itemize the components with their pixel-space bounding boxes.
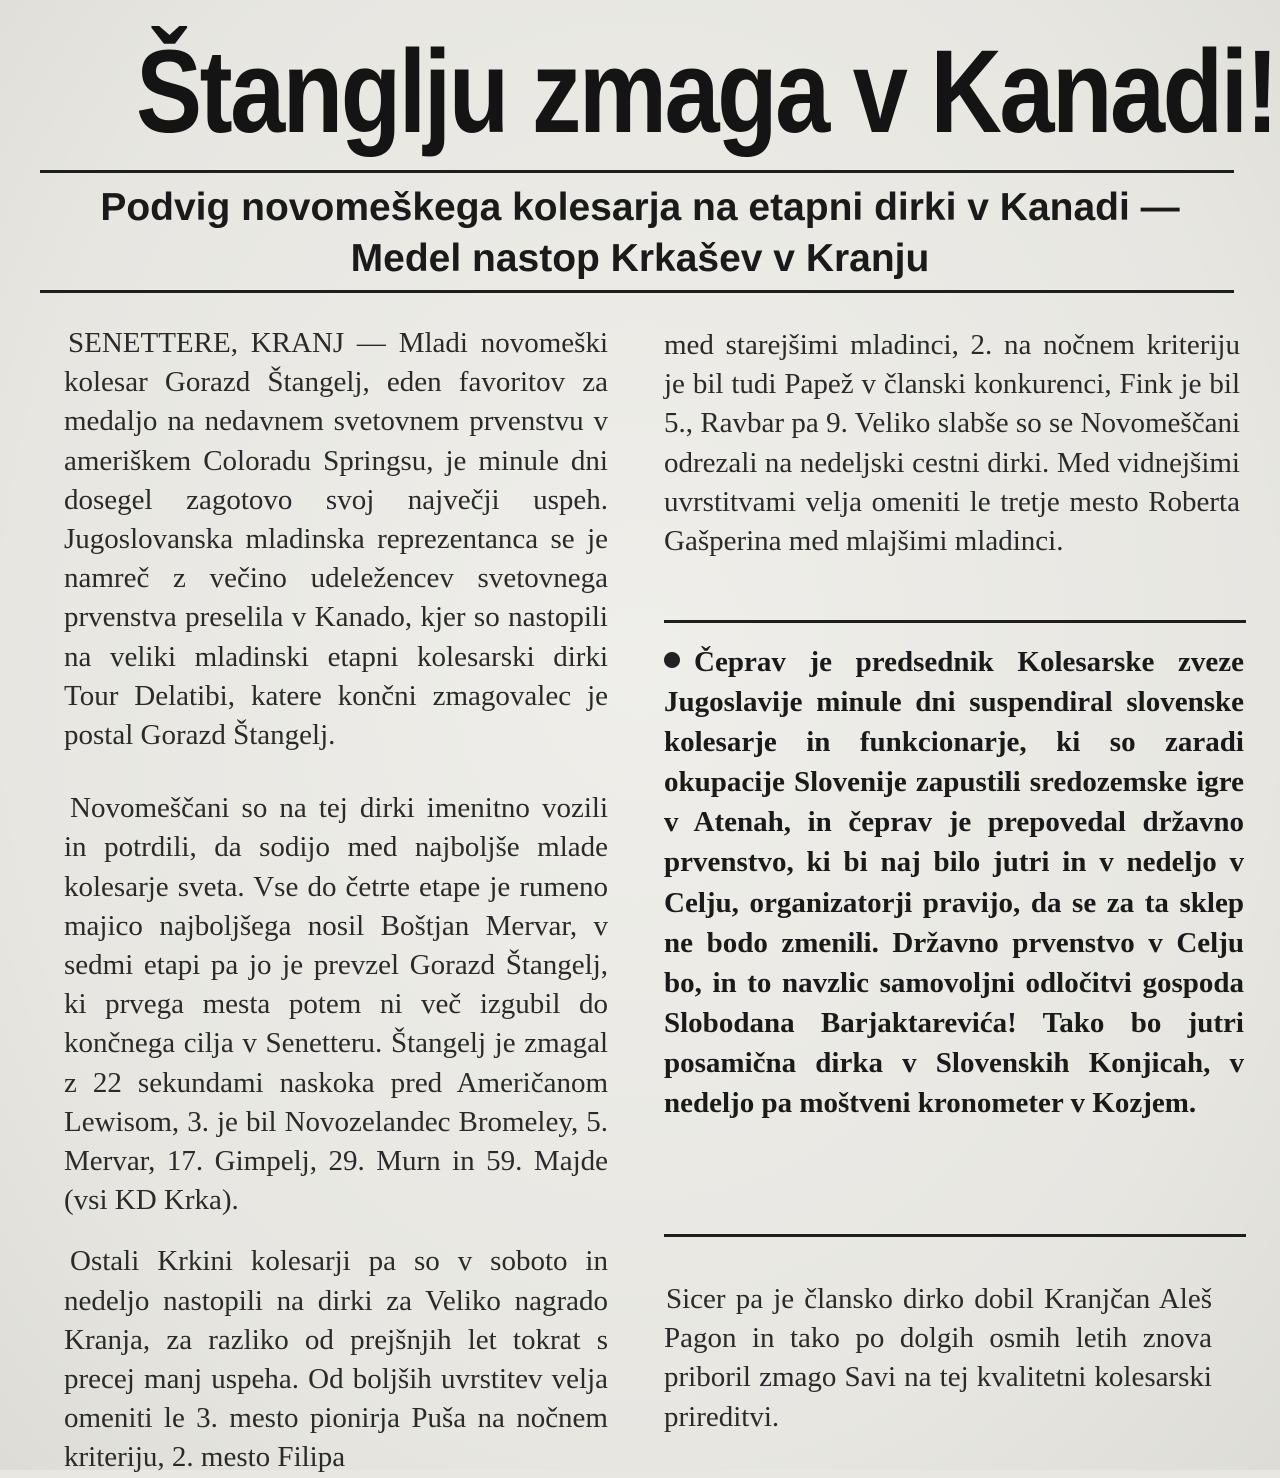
headline-rule [40,170,1234,173]
closing-paragraph: Sicer pa je člansko dirko dobil Kranjčan Aleš Pagon in tako po dolgih osmih letih znova priboril zmago Savi na tej kvalitetni kolesarski prireditvi. [664,1283,1212,1433]
subheadline-rule [40,290,1234,293]
right-column-continuation: med starejšimi mladinci, 2. na nočnem kriteriju je bil tudi Papež v članski konkurenci, Fink je bil 5., Ravbar pa 9. Veliko slabše so se Novomeščani odrezali na nedeljski cestni dirki. Med vidnejšimi uvrstitvami velja omeniti le tretje mesto Roberta Gašperina med mlajšimi mladinci. [664,329,1240,558]
subheadline: Podvig novomeškega kolesarja na etapni dirki v Kanadi — Medel nastop Krkašev v Kranju [100,186,1180,280]
headline: Štanglju zmaga v Kanadi! [136,26,1277,158]
left-column [64,324,608,1478]
article-paragraph: Ostali Krkini kolesarji pa so v soboto in nedeljo nastopili na dirki za Veliko nagrado Kranja, za razliko od prejšnjih let tokrat s precej manj uspeha. Od boljših uvrstitev velja omeniti le 3. mesto pionirja Puša na nočnem kriteriju, 2. mesto Filipa [64,1245,608,1474]
article-paragraph: SENETTERE, KRANJ — Mladi novomeški kolesar Gorazd Štangelj, eden favoritov za medaljo na nedavnem svetovnem prvenstvu v ameriškem Coloradu Springsu, je minule dni dosegel zagotovo svoj največji uspeh. Jugoslovanska mladinska reprezentanca se je namreč z večino udeležencev svetovnega prvenstva preselila v Kanado, kjer so nastopili na veliki mladinski etapni kolesarski dirki Tour Delatibi, katere končni zmagovalec je postal Gorazd Štangelj. [64,327,608,752]
note-box [664,642,1244,1123]
article-paragraph: Novomeščani so na tej dirki imenitno vozili in potrdili, da sodijo med najboljše mlade kolesarje sveta. Vse do četrte etape je rumeno majico najboljšega nosil Boštjan Mervar, v sedmi etapi pa jo je prevzel Gorazd Štangelj, ki prvega mesta potem ni več izgubil do končnega cilja v Senetteru. Štangelj je zmagal z 22 sekundami naskoka pred Američanom Lewisom, 3. je bil Novozelandec Bromeley, 5. Mervar, 17. Gimpelj, 29. Murn in 59. Majde (vsi KD Krka). [64,792,608,1217]
note-bottom-rule [664,1234,1246,1237]
right-column-closing [664,1280,1212,1437]
note-text: Čeprav je predsednik Kolesarske zveze Jugoslavije minule dni suspendiral slovenske kolesarje in funkcionarje, ki so zaradi okupacije Slovenije zapustili sredozemske igre v Atenah, in čeprav je prepovedal državno prvenstvo, ki bi naj bilo jutri in v nedeljo v Celju, organizatorji pravijo, da se za ta sklep ne bodo zmenili. Državno prvenstvo v Celju bo, in to navzlic samovoljni odločitvi gospoda Slobodana Barjaktarevića! Tako bo jutri posamična dirka v Slovenskih Konjicah, v nedeljo pa moštveni kronometer v Kozjem. [664,646,1244,1120]
note-top-rule [664,620,1246,623]
bullet-icon [664,652,680,668]
